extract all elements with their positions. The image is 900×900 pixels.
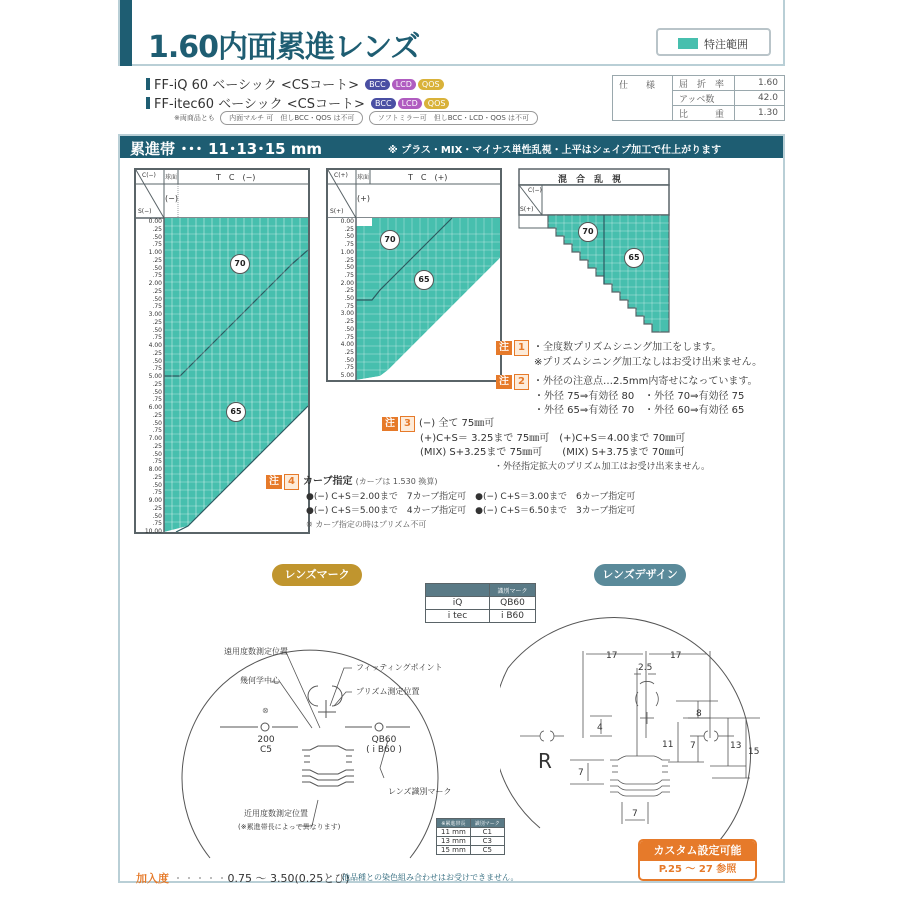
sphere-header: 球面 — [357, 174, 370, 181]
product-name: FF-iQ 60 ベーシック <CSコート> — [154, 78, 360, 93]
sphere-sub: (+) — [357, 194, 370, 203]
sphere-sub: (−) — [165, 194, 178, 203]
corner-c-plus: C(+) — [334, 172, 348, 179]
table-cell: QB60 — [490, 597, 536, 610]
note-number: 2 — [514, 374, 529, 390]
corner-s-minus: S(−) — [138, 208, 152, 215]
zone-70: 70 — [380, 230, 400, 250]
main-panel — [118, 134, 785, 883]
note-badge: 注 — [496, 375, 512, 389]
note-badge: 注 — [266, 475, 282, 489]
note-text: ※プリズムシニング加工なしはお受け出来ません。 — [534, 357, 763, 368]
dim-17-left: 17 — [606, 651, 618, 661]
spec-name: 屈 折 率 — [673, 76, 735, 91]
note-text: (+)C+S＝ 3.25まで 75㎜可 (+)C+S＝4.00まで 70㎜可 — [420, 433, 686, 444]
zone-70: 70 — [230, 254, 250, 274]
note-1 — [496, 340, 762, 370]
note-text: ・全度数プリズムシニング加工をします。 — [532, 342, 722, 353]
bullet-bar — [146, 97, 150, 109]
add-power-label: 加入度 — [136, 872, 169, 885]
table-cell: i B60 — [490, 610, 536, 623]
mark-text: C5 — [259, 745, 272, 755]
label-near-note: (※累進帯長によって異なります) — [238, 823, 341, 831]
product-line-itec — [146, 93, 449, 112]
page-title: 1.60内面累進レンズ — [148, 30, 420, 65]
tc-header: T C (+) — [408, 173, 448, 182]
product-name: FF-itec60 ベーシック <CSコート> — [154, 97, 365, 112]
spec-table — [612, 75, 785, 121]
spec-value: 1.30 — [735, 106, 785, 121]
table-header: ※累進帯長 — [437, 819, 471, 828]
progression-length-table — [436, 818, 505, 855]
zone-70: 70 — [578, 222, 598, 242]
dim-7-near-height: 7 — [578, 768, 584, 778]
corner-s-plus: S(+) — [520, 206, 534, 213]
badge-qos: QOS — [424, 98, 450, 109]
zone-65: 65 — [624, 248, 644, 268]
table-cell: C1 — [470, 828, 504, 837]
lens-design-title: レンズデザイン — [594, 564, 686, 586]
note-text: ・外径 75⇒有効径 80 ・外径 70⇒有効径 75 — [534, 391, 745, 402]
product-line-iq — [146, 74, 444, 93]
shape-processing-note: ※ プラス・MIX・マイナス単性乱視・上平はシェイプ加工で仕上がります — [388, 145, 722, 156]
note-3 — [382, 416, 710, 474]
lens-mark-title: レンズマーク — [272, 564, 362, 586]
label-near-point: 近用度数測定位置 — [244, 809, 308, 818]
page — [118, 0, 785, 883]
sphere-header: 球面 — [165, 174, 178, 181]
label-prism-point: プリズム測定位置 — [356, 687, 420, 696]
tc-header: T C (−) — [216, 173, 256, 182]
title-box — [118, 0, 785, 66]
table-header: 識別マーク — [490, 584, 536, 597]
table-cell: 11 mm — [437, 828, 471, 837]
note-badge: 注 — [496, 341, 512, 355]
add-power-dots: ・・・・・ — [172, 872, 228, 885]
note-badge: 注 — [382, 417, 398, 431]
label-lens-id-mark: レンズ識別マーク — [388, 787, 452, 796]
table-cell: C5 — [470, 846, 504, 855]
zone-65: 65 — [414, 270, 434, 290]
dim-2-5: 2.5 — [638, 663, 653, 673]
note-2 — [496, 374, 758, 418]
dim-7-center: 7 — [690, 741, 696, 751]
note-text: (MIX) S+3.25まで 75㎜可 (MIX) S+3.75まで 70㎜可 — [420, 447, 685, 458]
table-cell: i tec — [426, 610, 490, 623]
dim-7-near-width: 7 — [632, 809, 638, 819]
mark-text: ( i B60 ) — [366, 745, 402, 755]
spec-name: アッベ数 — [673, 91, 735, 106]
label-right-mark — [364, 735, 404, 755]
note-text: (−) 全て 75㎜可 — [418, 418, 495, 429]
progression-band — [120, 136, 783, 158]
zone-65: 65 — [226, 402, 246, 422]
spec-label: 仕 様 — [613, 76, 673, 121]
corner-s-plus: S(+) — [330, 208, 344, 215]
custom-setting-box — [638, 839, 757, 881]
note-number: 4 — [284, 474, 299, 490]
title-accent-bar — [120, 0, 132, 66]
note-text: ●(−) C+S＝5.00まで 4カーブ指定可 ●(−) C+S＝6.50まで 3カーブ指定可 — [306, 506, 636, 516]
spec-value: 42.0 — [735, 91, 785, 106]
add-power-range — [136, 870, 350, 886]
badge-bcc: BCC — [371, 98, 396, 109]
mixed-header: 混 合 乱 視 — [558, 175, 622, 185]
chart-tc-plus — [326, 168, 502, 382]
bullet-bar — [146, 78, 150, 90]
spec-name: 比 重 — [673, 106, 735, 121]
dim-15: 15 — [748, 747, 760, 757]
lens-design-diagram — [500, 588, 780, 848]
table-header: 識別マーク — [470, 819, 504, 828]
note-number: 3 — [400, 416, 415, 432]
dim-8: 8 — [696, 709, 702, 719]
corner-c-minus: C(−) — [142, 172, 156, 179]
progression-lengths: 累進帯 ･･･ 11･13･15 mm — [130, 140, 323, 158]
row-labels-minus: 0.00 .25 .50 .75 1.00 .25 .50 .75 2.00 .25 .50 .75 3.00 .25 .50 .75 4.00 .25 .50 .75 5.00 .25 .50 .75 6.00 .25 .50 .75 7.00 .25 .50 .75 8.00 .25 .50 .75 9.00 .25 .50 .75 10.00 — [144, 218, 162, 535]
table-cell: iQ — [426, 597, 490, 610]
table-cell: 13 mm — [437, 837, 471, 846]
dim-13: 13 — [730, 741, 742, 751]
note-text: ●(−) C+S＝2.00まで 7カーブ指定可 ●(−) C+S＝3.00まで 6カーブ指定可 — [306, 492, 636, 502]
legend-swatch — [678, 38, 698, 49]
label-distance-point: 遠用度数測定位置 — [224, 647, 288, 656]
custom-setting-title: カスタム設定可能 — [640, 841, 755, 861]
row-labels-plus: 0.00 .25 .50 .75 1.00 .25 .50 .75 2.00 .25 .50 .75 3.00 .25 .50 .75 4.00 .25 .50 .75 5.00 — [340, 218, 354, 380]
legend-special-order — [656, 28, 771, 56]
note-text: ・外径の注意点…2.5mm内寄せになっています。 — [532, 376, 758, 387]
note-4 — [266, 474, 635, 532]
note-pill-inner-multi: 内面マルチ 可 但しBCC・QOS は不可 — [220, 111, 363, 125]
add-power-value: 0.75 ～ 3.50(0.25とび) — [227, 872, 350, 885]
dim-4: 4 — [597, 723, 603, 733]
note-text: ※ カーブ指定の時はプリズム不可 — [306, 520, 427, 529]
badge-lcd: LCD — [392, 79, 416, 90]
note-text: ・外径 65⇒有効径 70 ・外径 60⇒有効径 65 — [534, 405, 745, 416]
custom-setting-ref: P.25 ～ 27 参照 — [658, 864, 737, 875]
legend-label: 特注範囲 — [704, 38, 748, 51]
note-number: 1 — [514, 340, 529, 356]
spec-value: 1.60 — [735, 76, 785, 91]
product-note — [174, 111, 538, 125]
dim-17-right: 17 — [670, 651, 682, 661]
label-geometric-center: 幾何学中心 — [240, 676, 280, 685]
lens-mark-diagram — [180, 588, 440, 878]
note-text: ・外径指定拡大のプリズム加工はお受け出来ません。 — [494, 462, 711, 472]
table-cell: 15 mm — [437, 846, 471, 855]
table-cell: C3 — [470, 837, 504, 846]
label-left-mark — [256, 735, 276, 755]
chart-mixed-astigmatism — [518, 168, 674, 334]
note-title: カーブ指定 — [302, 476, 353, 487]
mark-text: 200 — [257, 735, 275, 745]
note-pill-soft-mirror: ソフトミラー可 但しBCC・LCD・QOS は不可 — [369, 111, 538, 125]
side-label-r: R — [538, 749, 552, 773]
note-prefix: ※両商品とも — [174, 114, 215, 122]
badge-bcc: BCC — [365, 79, 390, 90]
dim-11: 11 — [662, 740, 674, 750]
svg-text:⊗: ⊗ — [262, 706, 269, 715]
badge-lcd: LCD — [398, 98, 422, 109]
note-subtitle: (カーブは 1.530 換算) — [355, 477, 438, 486]
corner-c-minus: C(−) — [528, 187, 542, 194]
badge-qos: QOS — [418, 79, 444, 90]
label-fitting-point: フィッティングポイント — [356, 663, 443, 672]
mark-text: QB60 — [371, 735, 397, 745]
footer-note: 他品種との染色組み合わせはお受けできません。 — [342, 873, 519, 882]
